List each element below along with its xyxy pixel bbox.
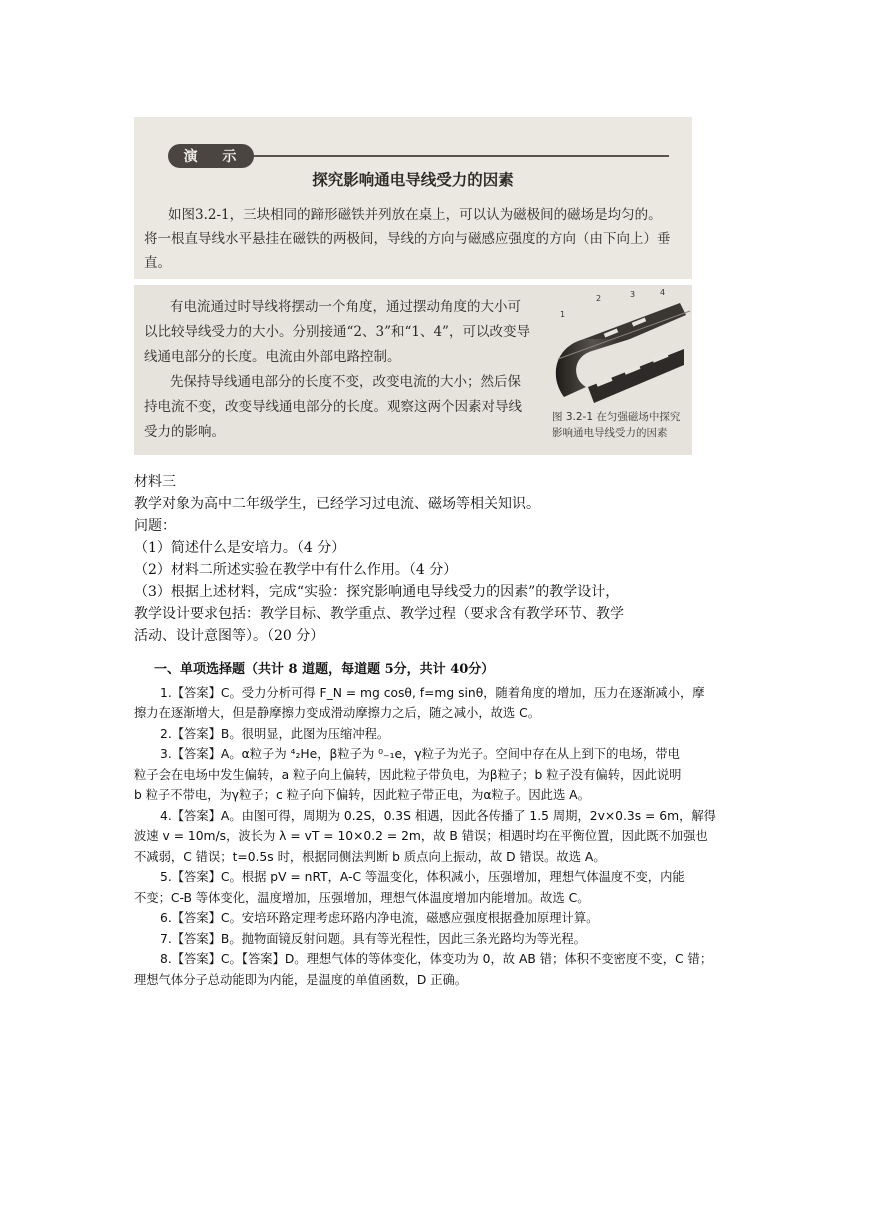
answer-3-line-1: 3.【答案】A。α粒子为 ⁴₂He，β粒子为 ⁰₋₁e，γ粒子为光子。空间中存在从上到下的电场，带电	[160, 747, 680, 761]
caption-line-1: 图 3.2-1 在匀强磁场中探究	[552, 411, 681, 423]
answer-4-line-2: 波速 v = 10m/s，波长为 λ = vT = 10×0.2 = 2m，故 B 错误；相遇时均在平衡位置，因此既不加强也	[134, 829, 708, 843]
answer-1-line-2: 擦力在逐渐增大，但是静摩擦力变成滑动摩擦力之后，随之减小，故选 C。	[134, 706, 540, 720]
answer-3-line-2: 粒子会在电场中发生偏转，a 粒子向上偏转，因此粒子带负电，为β粒子；b 粒子没有偏转，因此说明	[134, 767, 682, 782]
question-3-line-3: 活动、设计意图等）。（20 分）	[134, 628, 325, 644]
figure-label-2: 2	[596, 294, 602, 303]
question-3-line-1: （3）根据上述材料，完成“实验：探究影响通电导线受力的因素”的教学设计，	[134, 584, 620, 600]
answer-4-line-3: 不减弱，C 错误；t=0.5s 时，根据同侧法判断 b 质点向上振动，故 D 错误。故选 A。	[134, 849, 606, 864]
question-2: （2）材料二所述实验在教学中有什么作用。（4 分）	[134, 562, 458, 578]
figure-label-4: 4	[660, 288, 666, 297]
figure-caption	[552, 409, 690, 441]
material-heading: 材料三	[134, 474, 176, 490]
caption-line-2: 影响通电导线受力的因素	[552, 427, 668, 439]
figure-label-1: 1	[560, 310, 566, 319]
questions-label: 问题：	[134, 518, 176, 534]
badge-rule	[249, 155, 669, 157]
answer-8-line-1: 8.【答案】C。【答案】D。理想气体的等体变化，体变功为 0，故 AB 错；体积不变密度不变，C 错；	[160, 952, 713, 966]
figure-label-3: 3	[630, 290, 636, 299]
section-heading: 一、单项选择题（共计 8 道题，每道题 5分，共计 40分）	[154, 662, 495, 677]
material-line-1: 教学对象为高中二年级学生，已经学习过电流、磁场等相关知识。	[134, 496, 540, 512]
horseshoe-magnets	[556, 303, 690, 403]
demo-title: 探究影响通电导线受力的因素	[312, 170, 514, 189]
answer-3-line-3: b 粒子不带电，为γ粒子；c 粒子向下偏转，因此粒子带正电，为α粒子。因此选 A。	[134, 788, 590, 802]
question-1: （1）简述什么是安培力。（4 分）	[134, 540, 346, 556]
scan-divider	[134, 279, 692, 285]
answer-5-line-2: 不变；C-B 等体变化，温度增加，压强增加，理想气体温度增加内能增加。故选 C。	[134, 890, 590, 905]
demo-badge: 演 示	[168, 144, 254, 168]
answer-8-line-2: 理想气体分子总动能即为内能，是温度的单值函数，D 正确。	[134, 972, 468, 987]
textbook-scan	[134, 117, 692, 455]
demo-paragraph-1: 有电流通过时导线将摆动一个角度，通过摆动角度的大小可以比较导线受力的大小。分别接通“2、3”和“1、4”，可以改变导线通电部分的长度。电流由外部电路控制。	[144, 299, 530, 365]
demo-intro: 如图3.2-1，三块相同的蹄形磁铁并列放在桌上，可以认为磁极间的磁场是均匀的。将一根直导线水平悬挂在磁铁的两极间，导线的方向与磁感应强度的方向（由下向上）垂直。	[144, 207, 671, 271]
demo-paragraph-2: 先保持导线通电部分的长度不变，改变电流的大小；然后保持电流不变，改变导线通电部分的长度。观察这两个因素对导线受力的影响。	[144, 374, 522, 440]
answer-4-line-1: 4.【答案】A。由图可得，周期为 0.2S，0.3S 相遇，因此各传播了 1.5 周期，2v×0.3s = 6m，解得	[160, 808, 716, 823]
answer-6: 6.【答案】C。安培环路定理考虑环路内净电流，磁感应强度根据叠加原理计算。	[160, 911, 599, 925]
question-3-line-2: 教学设计要求包括：教学目标、教学重点、教学过程（要求含有教学环节、教学	[134, 606, 624, 622]
answer-5-line-1: 5.【答案】C。根据 pV = nRT，A-C 等温变化，体积减小，压强增加，理想气体温度不变，内能	[160, 870, 685, 884]
answer-7: 7.【答案】B。抛物面镜反射问题。具有等光程性，因此三条光路均为等光程。	[160, 931, 586, 946]
answer-2: 2.【答案】B。很明显，此图为压缩冲程。	[160, 726, 390, 741]
material-three	[134, 471, 734, 647]
demo-body	[144, 295, 534, 445]
answer-section	[134, 660, 734, 990]
answer-1-line-1: 1.【答案】C。受力分析可得 F_N = mg cosθ, f=mg sinθ，随着角度的增加，压力在逐渐减小，摩	[160, 685, 705, 700]
